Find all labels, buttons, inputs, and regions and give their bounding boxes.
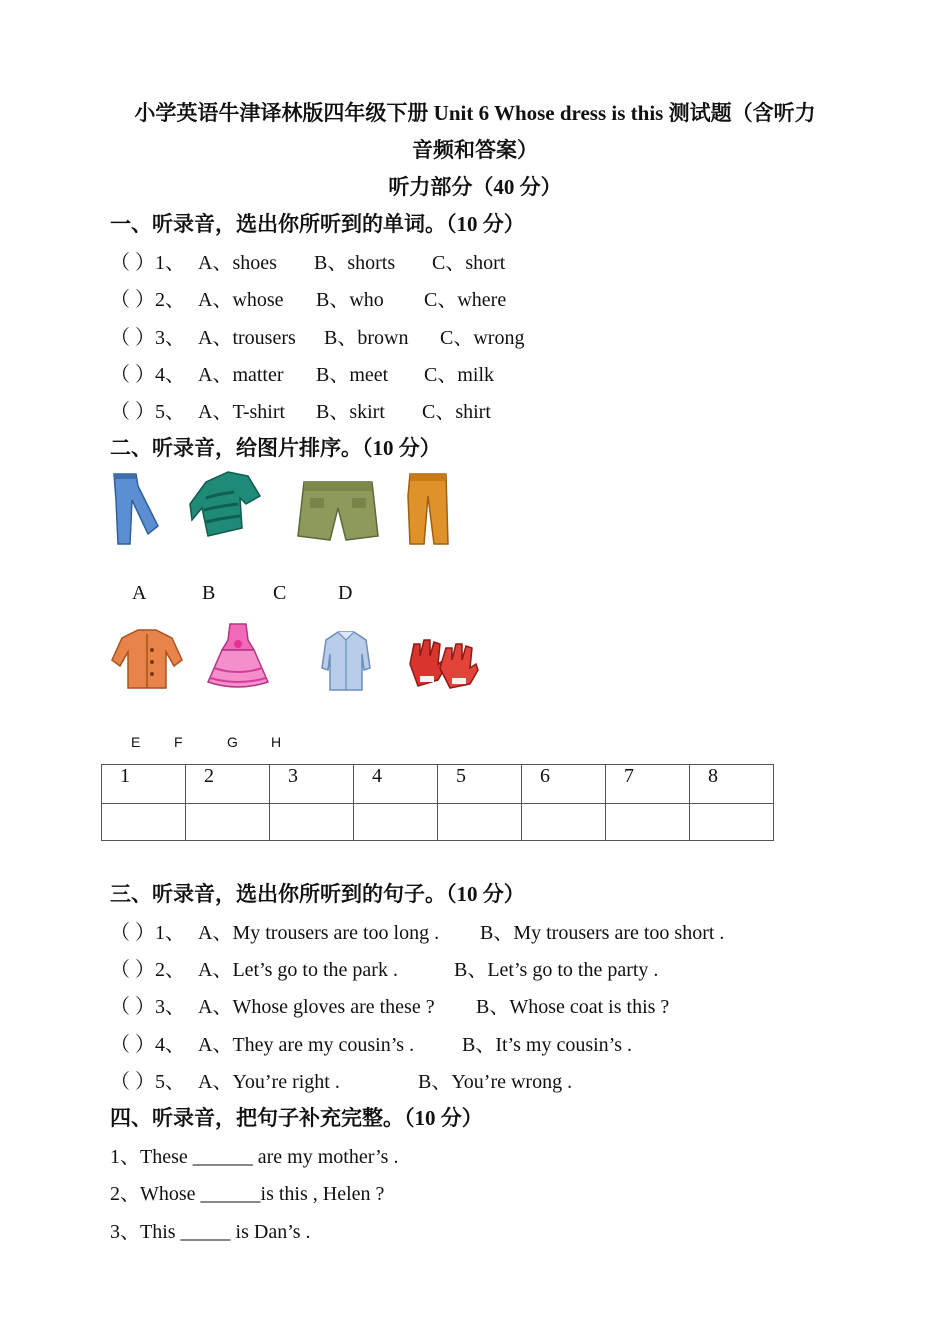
table-header-cell: 6 xyxy=(522,765,606,804)
dress-picture xyxy=(202,620,274,692)
table-header-cell: 2 xyxy=(186,765,270,804)
option-a: A、shoes xyxy=(198,252,277,274)
s4-sentence-1: 1、These ______ are my mother’s . xyxy=(110,1146,399,1168)
table-header-row xyxy=(102,765,774,804)
answer-table xyxy=(101,764,774,841)
answer-cell[interactable] xyxy=(690,804,774,841)
answer-cell[interactable] xyxy=(270,804,354,841)
question-number: （ ）4、 xyxy=(110,1034,185,1056)
option-c: C、short xyxy=(432,252,506,274)
picture-label-b: B xyxy=(202,582,216,604)
question-number: （ ）3、 xyxy=(110,327,185,349)
table-header-cell: 7 xyxy=(606,765,690,804)
listening-part-title: 听力部分（40 分） xyxy=(388,175,562,199)
option-c: C、wrong xyxy=(440,327,525,349)
section4-heading: 四、听录音，把句子补充完整。（10 分） xyxy=(110,1106,483,1130)
doc-title-line2: 音频和答案） xyxy=(412,138,538,162)
option-a: A、Let’s go to the park . xyxy=(198,959,398,981)
option-c: C、shirt xyxy=(422,401,491,423)
question-number: （ ）1、 xyxy=(110,922,185,944)
option-a: A、They are my cousin’s . xyxy=(198,1034,415,1056)
picture-label-d: D xyxy=(338,582,353,604)
picture-label-c: C xyxy=(273,582,287,604)
option-b: B、meet xyxy=(316,364,389,386)
question-number: （ ）3、 xyxy=(110,996,185,1018)
doc-title-line1: 小学英语牛津译林版四年级下册 Unit 6 Whose dress is this 测试题（含听力 xyxy=(134,101,816,125)
coat-picture xyxy=(110,626,184,692)
option-a: A、You’re right . xyxy=(198,1071,340,1093)
section3-heading: 三、听录音，选出你所听到的句子。（10 分） xyxy=(110,882,525,906)
picture-label-e: E xyxy=(131,734,141,750)
option-c: C、milk xyxy=(424,364,495,386)
answer-cell[interactable] xyxy=(606,804,690,841)
picture-label-a: A xyxy=(132,582,147,604)
table-header-cell: 3 xyxy=(270,765,354,804)
option-a: A、matter xyxy=(198,364,284,386)
section1-heading: 一、听录音，选出你所听到的单词。（10 分） xyxy=(110,212,525,236)
picture-label-f: F xyxy=(174,734,183,750)
option-a: A、whose xyxy=(198,289,284,311)
option-b: B、brown xyxy=(324,327,409,349)
answer-cell[interactable] xyxy=(186,804,270,841)
answer-cell[interactable] xyxy=(354,804,438,841)
picture-label-g: G xyxy=(227,734,238,750)
jeans-picture xyxy=(108,470,166,548)
question-number: （ ）5、 xyxy=(110,401,185,423)
sweater-picture xyxy=(188,468,264,540)
option-c: C、where xyxy=(424,289,507,311)
table-header-cell: 4 xyxy=(354,765,438,804)
shorts-picture xyxy=(296,478,380,544)
s4-sentence-3: 3、This _____ is Dan’s . xyxy=(110,1221,311,1243)
option-a: A、trousers xyxy=(198,327,296,349)
table-header-cell: 1 xyxy=(102,765,186,804)
question-number: （ ）2、 xyxy=(110,289,185,311)
picture-label-h: H xyxy=(271,734,282,750)
shirt-picture xyxy=(320,628,372,692)
option-b: B、Whose coat is this ? xyxy=(476,996,670,1018)
option-a: A、T-shirt xyxy=(198,401,286,423)
trousers-picture xyxy=(404,470,452,546)
answer-cell[interactable] xyxy=(522,804,606,841)
table-answer-row xyxy=(102,804,774,841)
option-b: B、who xyxy=(316,289,384,311)
option-b: B、You’re wrong . xyxy=(418,1071,573,1093)
option-a: A、My trousers are too long . xyxy=(198,922,440,944)
question-number: （ ）1、 xyxy=(110,252,185,274)
answer-cell[interactable] xyxy=(438,804,522,841)
section2-heading: 二、听录音，给图片排序。（10 分） xyxy=(110,436,441,460)
option-b: B、My trousers are too short . xyxy=(480,922,725,944)
gloves-picture xyxy=(404,634,482,690)
table-header-cell: 8 xyxy=(690,765,774,804)
table-header-cell: 5 xyxy=(438,765,522,804)
option-b: B、shorts xyxy=(314,252,396,274)
option-a: A、Whose gloves are these ? xyxy=(198,996,435,1018)
question-number: （ ）4、 xyxy=(110,364,185,386)
answer-cell[interactable] xyxy=(102,804,186,841)
option-b: B、Let’s go to the party . xyxy=(454,959,659,981)
question-number: （ ）5、 xyxy=(110,1071,185,1093)
question-number: （ ）2、 xyxy=(110,959,185,981)
option-b: B、skirt xyxy=(316,401,385,423)
option-b: B、It’s my cousin’s . xyxy=(462,1034,633,1056)
s4-sentence-2: 2、Whose ______is this , Helen ? xyxy=(110,1183,385,1205)
